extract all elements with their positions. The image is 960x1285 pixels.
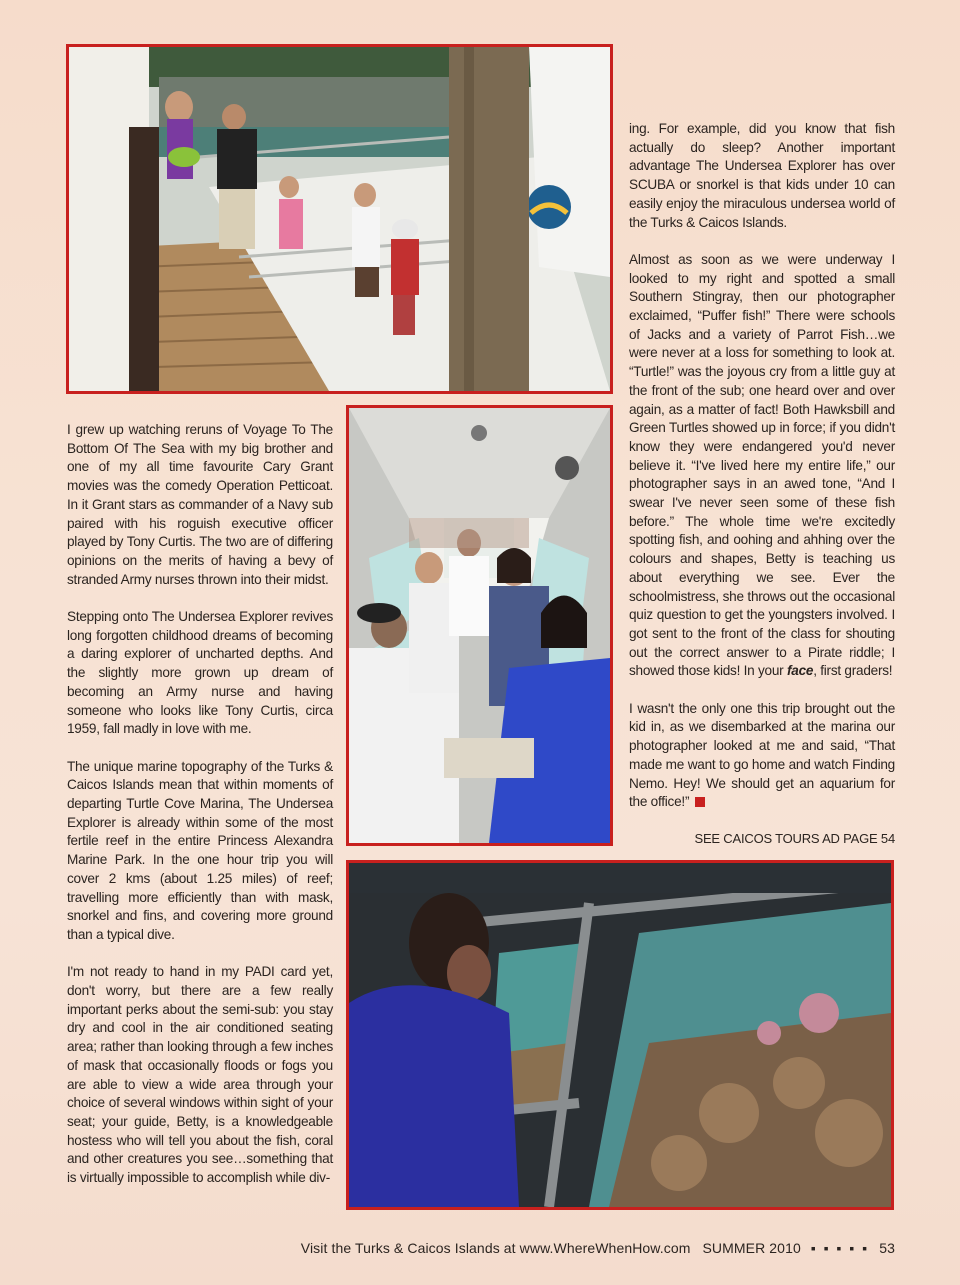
paragraph-text: I wasn't the only one this trip brought out the kid in, as we disembarked at the marina our photographer looked at me and said, “That made me want to go home and watch Finding Nemo. Hey! We should get an aquarium for the office!” [629, 700, 895, 810]
emphasis-text: face [786, 663, 814, 679]
photo-underwater-window [346, 860, 894, 1210]
ad-reference: SEE CAICOS TOURS AD PAGE 54 [694, 831, 895, 846]
paragraph-text: , first graders! [813, 663, 893, 679]
article-right-column [629, 120, 895, 812]
page-number: 53 [879, 1240, 895, 1256]
photo-dock-boarding [66, 44, 613, 394]
footer-text: Visit the Turks & Caicos Islands at www.WhereWhenHow.com [300, 1240, 691, 1256]
paragraph-text: Almost as soon as we were underway I looked to my right and spotted a small Southern Stingray, then our photographer exclaimed, “Puffer fish!” There were schools of Jacks and a variety of Parrot Fish…we were never at a loss for something to look at. “Turtle!” was the joyous cry from a little guy at the front of the sub; one heard over and over again, as a matter of fact! Both Hawksbill and Green Turtles showed up in force; if you didn't know they were endangered you'd never believe it. “I've lived here my entire life,” our photographer says in an awed tone, “And I swear I've never seen some of these fish before.” The whole time we're excitedly spotting fish, and oohing and ahhing over the colours and shapes, Betty is teaching us about everything we see. Ever the schoolmistress, she throws out the occasional quiz question to get the youngsters involved. I got sent to the front of the class for shouting out the correct answer to a Pirate riddle; I showed those kids! In your [629, 251, 895, 679]
page-footer [0, 1240, 895, 1256]
paragraph: I grew up watching reruns of Voyage To The Bottom Of The Sea with my big brother and one of my all time favourite Cary Grant movies was the comedy Operation Petticoat. In it Grant stars as commander of a Navy sub paired with his roguish executive officer played by Tony Curtis. The two are of differing opinions on the merits of having a bevy of stranded Army nurses thrown into their midst. [67, 422, 333, 587]
article-left-column [67, 421, 333, 1188]
paragraph: ing. For example, did you know that fish actually do sleep? Another important advantage The Undersea Explorer has over SCUBA or snorkel is that kids under 10 can easily enjoy the miraculous undersea world of the Turks & Caicos Islands. [629, 121, 895, 230]
paragraph [629, 700, 895, 812]
paragraph: I'm not ready to hand in my PADI card yet, don't worry, but there are a few really important perks about the semi-sub: you stay dry and cool in the air conditioned seating area; rather than looking through a few inches of mask that occasionally floods or fogs you are able to view a wide area through your choice of several windows within sight of your seat; your guide, Betty, is a knowledgeable hostess who will tell you about the fish, coral and other creatures you see…something that is virtually impossible to accomplish while div- [67, 964, 333, 1186]
end-mark-icon [695, 797, 705, 807]
paragraph: The unique marine topography of the Turks & Caicos Islands mean that within moments of departing Turtle Cove Marina, The Undersea Explorer is already within some of the most fertile reef in the entire Princess Alexandra Marine Park. In the one hour trip you will cover 2 kms (about 1.25 miles) of reef; travelling more efficiently than with mask, snorkel and fins, and covering more ground than a typical dive. [67, 758, 333, 942]
paragraph: Stepping onto The Undersea Explorer revives long forgotten childhood dreams of becoming a daring explorer of uncharted depths. And the slightly more grown up dream of becoming an Army nurse and having someone who looks like Tony Curtis, circa 1959, fall madly in love with me. [67, 609, 333, 737]
footer-issue: SUMMER 2010 [702, 1240, 801, 1256]
photo-cabin-passengers [346, 405, 613, 846]
footer-dots: ▪ ▪ ▪ ▪ ▪ [810, 1240, 870, 1256]
paragraph [629, 251, 895, 681]
